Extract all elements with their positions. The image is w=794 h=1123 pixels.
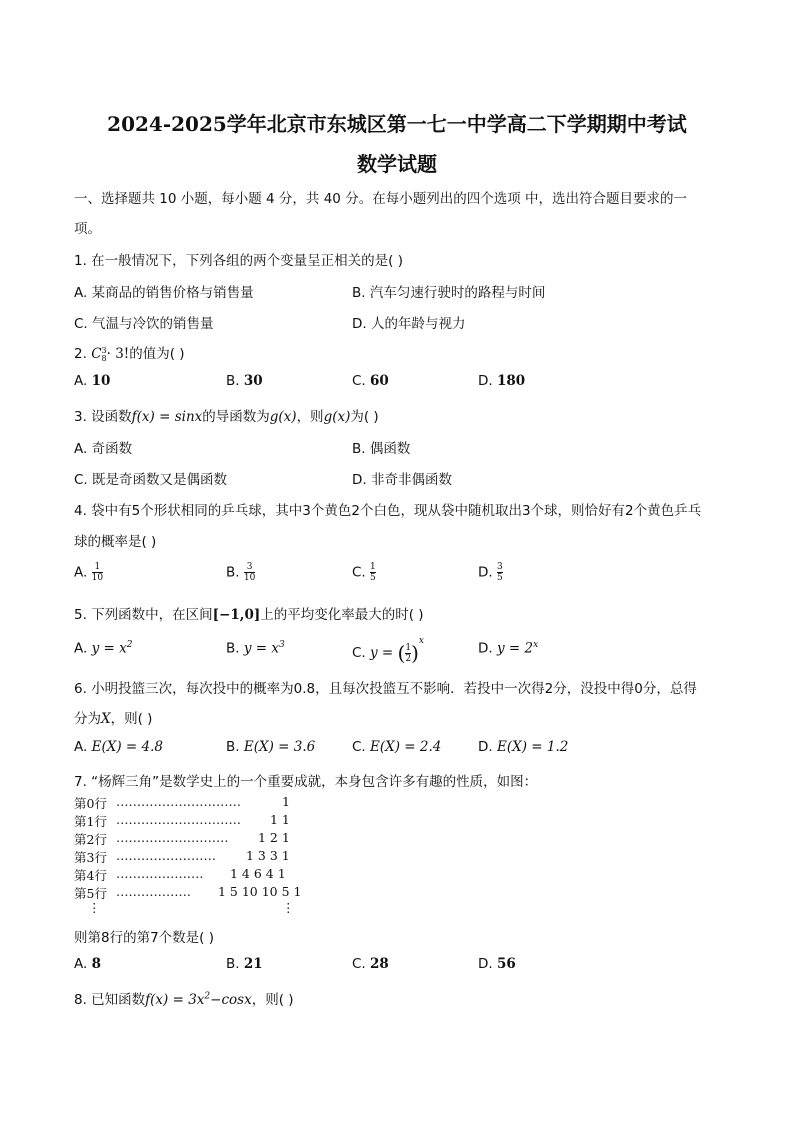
section-instruction-line2: 项。 [74, 221, 101, 237]
q2-option-c: C. 60 [352, 373, 389, 389]
q6-stem-line1: 6. 小明投篮三次，每次投中的概率为0.8，且每次投篮互不影响．若投中一次得2分，没投中得0分，总得 [74, 681, 697, 697]
q3-function-g: g(x) [269, 409, 297, 425]
section-instruction-line1: 一、选择题共 10 小题，每小题 4 分，共 40 分。在每小题列出的四个选项 中，选出符合题目要求的一 [74, 191, 687, 207]
q4-option-a: A. $\frac{1}{10}$ [74, 562, 104, 583]
q3-function-f: f(x) = sinx [131, 409, 203, 425]
q7-option-a: A. 8 [74, 956, 101, 972]
q2-suffix: 的值为( ) [129, 346, 185, 362]
q2-option-b: B. 30 [226, 373, 263, 389]
q3-option-b: B. 偶函数 [352, 441, 411, 457]
q6-stem-line2: 分为X，则( ) [74, 711, 153, 727]
q7-question: 则第8行的第7个数是( ) [74, 930, 215, 946]
q8-stem: 8. 已知函数$f(x) = 3x^2-\cos x$，则( ) [74, 991, 294, 1008]
q6-option-a: A. E(X) = 4.8 [74, 739, 163, 755]
q5-option-d: D. $y = 2^x$ [478, 640, 539, 657]
q7-option-b: B. 21 [226, 956, 263, 972]
q2-option-a: A. 10 [74, 373, 111, 389]
exam-page: 2024-2025学年北京市东城区第一七一中学高二下学期期中考试 数学试题 一、选择题共 10 小题，每小题 4 分，共 40 分。在每小题列出的四个选项 中，选出符合题目要求的一 项。 1. 在一般情况下，下列各组的两个变量呈正相关的是( ) A. 某商品的销售价格与销售量 B. 汽车匀速行驶时的路程与时间 C. 气温与冷饮的销售量 D. 人的年龄与视力 2. C 3 8 · 3!的值为( ) A. 10 B. 30 C. 60 D. 180 3. 设函数f(x) = sinx的导函数为g(x)，则g(x)为( ) A. 奇函数 B. 偶函数 C. 既是奇函数又是偶函数 D. 非奇非偶函数 4. 袋中有5个形状相同的乒乓球，其中3个黄色2个白色，现从袋中随机取出3个球，则恰好有2个黄色乒乓 球的概率是( ) A. $\frac{1}{10}$ B. $\frac{3}{10}$ C. $\frac{1}{5}$ D. $\frac{3}{5}$ 5. 下列函数中，在区间[−1,0]上的平均变化率最大的时( ) A. $y = x^2$ B. $y = x^3$ C. y = ( $\frac{1}{2}$ )$^x$ D. $y = 2^x$ 6. 小明投篮三次，每次投中的概率为0.8，且每次投篮互不影响．若投中一次得2分，没投中得0分，总得 分为X，则( ) A. E(X) = 4.8 B. E(X) = 3.6 C. E(X) = 2.4 D. E(X) = 1.2 7. “杨辉三角”是数学史上的一个重要成就，本身包含许多有趣的性质，如图： 第0行 ………………………… 1 第1行 ………………………… 1 1 第2行 ……………………… 1 2 1 第3行 …………………… 1 3 3 1 第4行 ………………… 1 4 6 4 1 第5行 ……………… 1 5 10 10 5 1 ⋮ ⋮ 则第8行的第7个数是( ) A. 8 B. 21 C. 28 D. 56 8. 已知函数$f(x) = 3x^2-\cos x$，则( ) [0, 0, 794, 1123]
q7-option-c: C. 28 [352, 956, 389, 972]
q4-stem-line1: 4. 袋中有5个形状相同的乒乓球，其中3个黄色2个白色，现从袋中随机取出3个球，则恰好有2个黄色乒乓 [74, 503, 702, 519]
q5-stem: 5. 下列函数中，在区间[−1,0]上的平均变化率最大的时( ) [74, 607, 424, 623]
q7-stem: 7. “杨辉三角”是数学史上的一个重要成就，本身包含许多有趣的性质，如图： [74, 774, 538, 790]
q3-stem: 3. 设函数f(x) = sinx的导函数为g(x)，则g(x)为( ) [74, 409, 379, 425]
q7-option-d: D. 56 [478, 956, 516, 972]
q6-option-b: B. E(X) = 3.6 [226, 739, 316, 755]
q2-option-d: D. 180 [478, 373, 526, 389]
q5-option-a: A. $y = x^2$ [74, 640, 133, 657]
q3-option-d: D. 非奇非偶函数 [352, 472, 452, 488]
q6-option-d: D. E(X) = 1.2 [478, 739, 569, 755]
exam-subtitle: 数学试题 [357, 152, 437, 176]
q3-option-c: C. 既是奇函数又是偶函数 [74, 472, 228, 488]
q1-option-d: D. 人的年龄与视力 [352, 316, 466, 332]
q5-interval: [−1,0] [212, 607, 261, 623]
q1-option-b: B. 汽车匀速行驶时的路程与时间 [352, 285, 546, 301]
q6-option-c: C. E(X) = 2.4 [352, 739, 442, 755]
q5-option-b: B. $y = x^3$ [226, 640, 285, 657]
exam-title: 2024-2025学年北京市东城区第一七一中学高二下学期期中考试 [107, 112, 687, 136]
q1-option-a: A. 某商品的销售价格与销售量 [74, 285, 254, 301]
q2-factorial: · 3! [106, 346, 130, 362]
q4-option-c: C. $\frac{1}{5}$ [352, 562, 376, 583]
q4-option-d: D. $\frac{3}{5}$ [478, 562, 503, 583]
q2-combination: C 3 8 [91, 345, 107, 363]
q2-stem [74, 342, 185, 363]
q5-option-c: C. y = ( $\frac{1}{2}$ )$^x$ [352, 636, 424, 665]
q2-number: 2. [74, 346, 87, 362]
q1-option-c: C. 气温与冷饮的销售量 [74, 316, 214, 332]
q4-option-b: B. $\frac{3}{10}$ [226, 562, 256, 583]
q4-stem-line2: 球的概率是( ) [74, 534, 157, 550]
q1-stem: 1. 在一般情况下，下列各组的两个变量呈正相关的是( ) [74, 253, 403, 269]
q3-option-a: A. 奇函数 [74, 441, 133, 457]
